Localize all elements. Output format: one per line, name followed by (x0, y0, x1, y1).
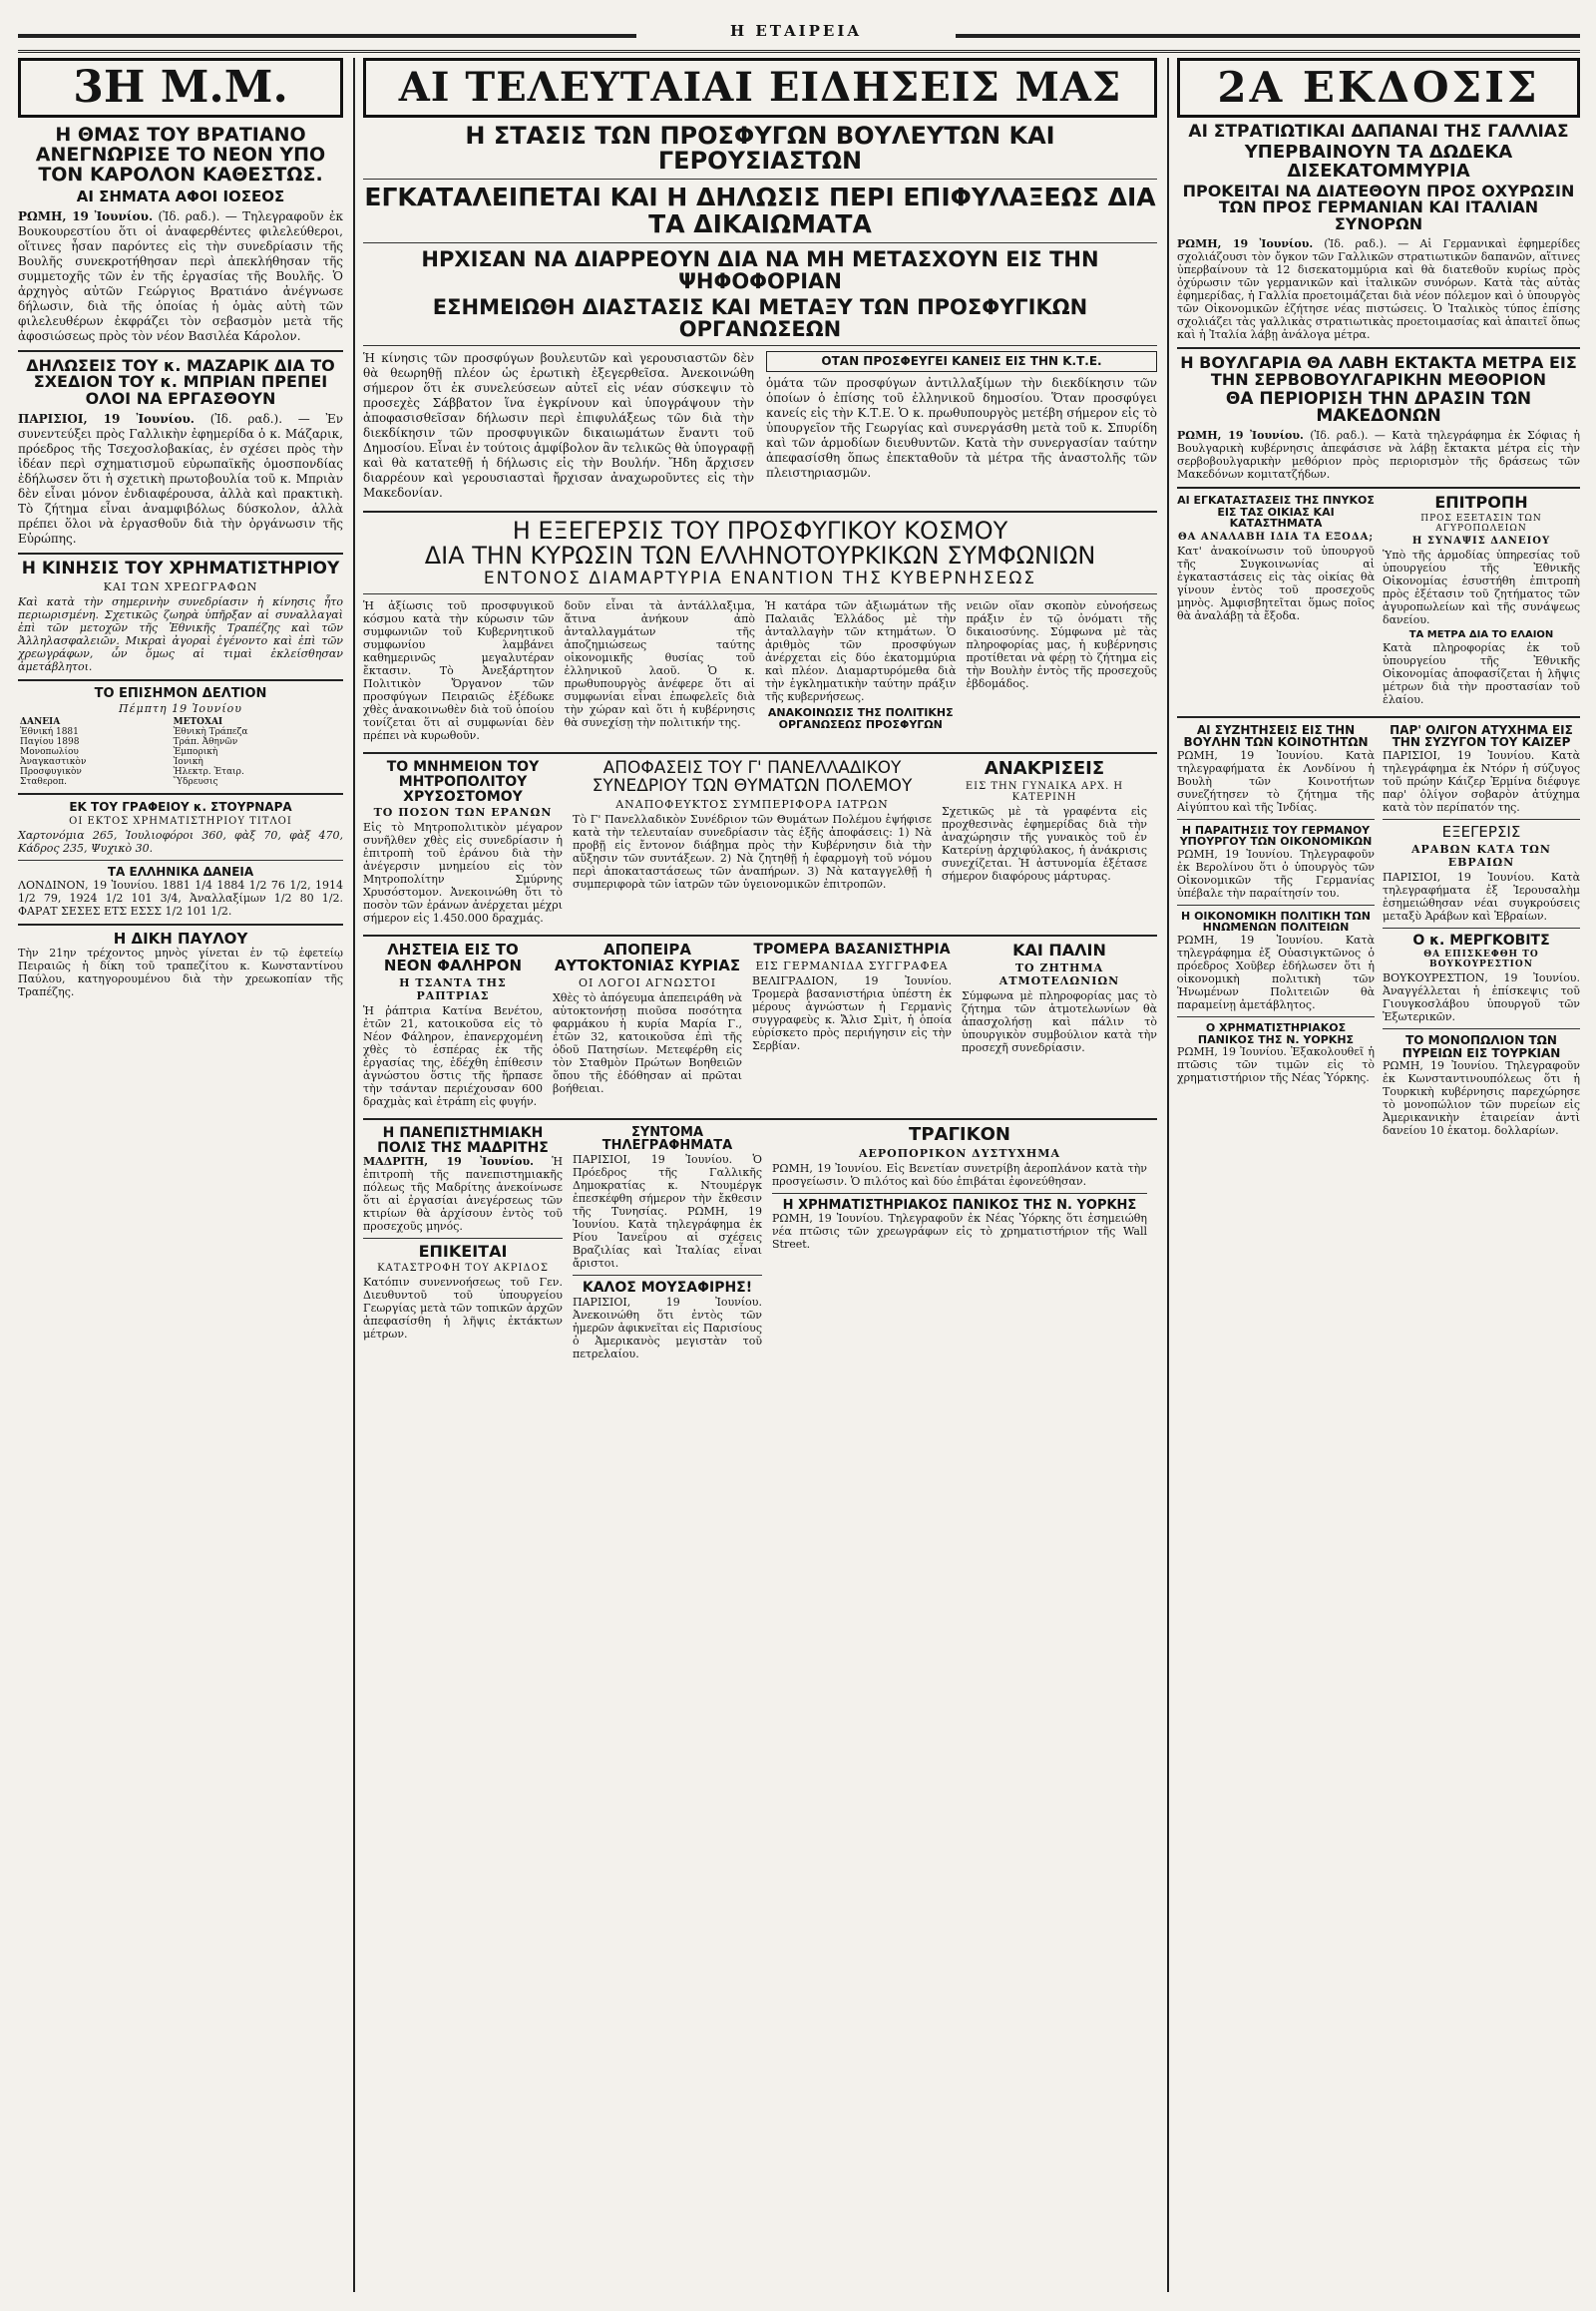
subheadline: ΘΑ ΑΝΑΛΑΒΗ ΙΔΙΑ ΤΑ ΕΞΟΔΑ; (1177, 531, 1375, 543)
article-body: ΡΩΜΗ, 19 Ἰουνίου. Κατὰ τηλεγράφημα ἐξ Οὐασιγκτῶνος ὁ πρόεδρος Χοῦβερ ἐδήλωσεν ὅτι ἡ οἰκονομικὴ πολιτικὴ τῶν Ἡνωμένων Πολιτειῶν θὰ παραμείνῃ ἀμετάβλητος. (1177, 933, 1375, 1011)
lead-story-refugees (363, 124, 1157, 505)
story-bulgaria (1177, 355, 1580, 481)
divider (1383, 928, 1580, 929)
headline: Η ΕΞΕΓΕΡΣΙΣ ΤΟΥ ΠΡΟΣΦΥΓΙΚΟΥ ΚΟΣΜΟΥ (512, 517, 1008, 546)
subheadline: ΟΙ ΛΟΓΟΙ ΑΓΝΩΣΤΟΙ (578, 975, 717, 989)
subheadline: ΟΙ ΕΚΤΟΣ ΧΡΗΜΑΤΙΣΤΗΡΙΟΥ ΤΙΤΛΟΙ (69, 816, 292, 828)
quotes-cell: Μονοπωλίου (20, 747, 79, 758)
divider (363, 935, 1157, 937)
article-body: Σχετικῶς μὲ τὰ γραφέντα εἰς προχθεσινὰς ἐφημερίδας διὰ τὴν ἀναχώρησιν τῆς γυναικὸς τοῦ ἐν Κατερίνῃ ἀρχιφύλακος, ἡ ἀνάκρισις συνεχίζεται. Ἡ ἀστυνομία ἐξέτασε σήμερον διαφόρους μάρτυρας. (942, 805, 1147, 884)
headline: ΤΡΑΓΙΚΟΝ (909, 1123, 1010, 1145)
article-body: Ἡ ἀξίωσις τοῦ προσφυγικοῦ κόσμου κατὰ τὴν κύρωσιν τῶν συμφωνιῶν τοῦ Κυβερνητικοῦ συμφωνίου λαμβάνει καθημερινῶς μεγαλυτέραν ἔκτασιν. Τὸ Ἀνεξάρτητον Πολιτικὸν Ὄργανον τῶν προσφύγων Πειραιῶς ἐξέδωκε χθὲς ἀνακοινωθὲν διὰ τοῦ ὁποίου τονίζεται ὅτι αἱ συμφωνίαι δὲν πρέπει νὰ κυρωθοῦν. (363, 599, 555, 743)
top-rule-right (956, 34, 1580, 38)
subheadline: ΤΟ ΠΟΣΟΝ ΤΩΝ ΕΡΑΝΩΝ (373, 806, 553, 820)
story-tragic-crash (772, 1123, 1147, 1188)
right-column (1177, 58, 1580, 1141)
headline: ΤΟ ΜΝΗΜΕΙΟΝ ΤΟΥ ΜΗΤΡΟΠΟΛΙΤΟΥ ΧΡΥΣΟΣΤΟΜΟΥ (386, 759, 540, 805)
story-german-minister (1177, 825, 1375, 900)
boxed-subheadline: ΟΤΑΝ ΠΡΟΣΦΕΥΓΕΙ ΚΑΝΕΙΣ ΕΙΣ ΤΗΝ Κ.Τ.Ε. (766, 351, 1157, 372)
story-imminent (363, 1244, 563, 1341)
dateline: ΡΩΜΗ, 19 Ἰουνίου. (18, 208, 154, 223)
story-stournaras (18, 801, 343, 855)
article-body: ΡΩΜΗ, 19 Ἰουνίου. Τηλεγραφοῦν ἐκ Κωνσταντινουπόλεως ὅτι ἡ Τουρκικὴ κυβέρνησις παρεχώρησε τὸ μονοπώλιον τῶν πυρείων εἰς Ἀμερικανικὴν ἑταιρείαν ἀντὶ δανείου 10 ἑκατομ. δολλαρίων. (1383, 1059, 1580, 1138)
bulletin-date: Πέμπτη 19 Ἰουνίου (119, 702, 242, 716)
divider (363, 1118, 1157, 1120)
row-three (363, 760, 1157, 929)
row-five (363, 1123, 1157, 1364)
article-body: Ἡ κίνησις τῶν προσφύγων βουλευτῶν καὶ γερουσιαστῶν δὲν θὰ θεωρηθῇ πλέον ὡς ἐρωτικὴ ἐξεγερθεῖσα. Ἀνεκοινώθη σήμερον ὅτι ἐκ συνελεύσεων αὐτεῖ εἰς νέαν σύσκεψιν τὸ προσεχὲς Σάββατον ἵνα ἐγκρίνουν καὶ ὑπογράψουν τὴν ἀποφασισθεῖσαν δήλωσιν περὶ ἐπιφυλάξεως τῶν διὰ τὴν διεκδίκησιν τῶν προσφυγικῶν δικαιωμάτων ἔναντι τοῦ Δημοσίου. Εἶναι ἐν τούτοις ἀμφίβολον ἂν τελικῶς θὰ ὑπογραφῇ καὶ θὰ κατατεθῇ ἡ δήλωσις εἰς τὴν Βουλήν. Ἤδη ἄρχισεν διαρρέουν καὶ γερουσιασταὶ ἤρχισαν ἀναχωροῦντες εἰς τὴν Μακεδονίαν. (363, 351, 754, 501)
story-guest (573, 1281, 762, 1360)
headline: ΚΑΙ ΠΑΛΙΝ (1012, 941, 1106, 961)
story-stock-exchange (18, 558, 343, 673)
headline: ΚΑΛΟΣ ΜΟΥΣΑΦΙΡΗΣ! (582, 1280, 753, 1297)
story-pavlou-trial (18, 929, 343, 999)
subheadline: ΠΡΟΣ ΕΞΕΤΑΣΙΝ ΤΩΝ ΑΓΥΡΟΠΩΛΕΙΩΝ (1420, 514, 1542, 535)
quotes-row (18, 747, 343, 757)
second-edition-masthead: 2Α ΕΚΔΟΣΙΣ (1177, 58, 1580, 118)
headline: ΕΝΤΟΝΟΣ ΔΙΑΜΑΡΤΥΡΙΑ ΕΝΑΝΤΙΟΝ ΤΗΣ ΚΥΒΕΡΝΗΣΕΩΣ (483, 569, 1037, 589)
divider (573, 1275, 762, 1276)
quotes-row (18, 737, 343, 747)
subheadline: ΚΑΤΑΣΤΡΟΦΗ ΤΟΥ ΑΚΡΙΔΟΣ (377, 1263, 549, 1275)
article-body: ΡΩΜΗ, 19 Ἰουνίου. Εἰς Βενετίαν συνετρίβη ἀεροπλάνον κατὰ τὴν προσγείωσιν. Ὁ πιλότος καὶ δύο ἐπιβάται ἐφονεύθησαν. (772, 1161, 1147, 1188)
headline: ΕΠΙΚΕΙΤΑΙ (418, 1242, 508, 1262)
story-suicide-attempt (553, 943, 742, 1112)
divider (363, 179, 1157, 180)
article-body: ΡΩΜΗ, 19 Ἰουνίου. Κατὰ τηλεγραφήματα ἐκ Λονδίνου ἡ Βουλὴ τῶν Κοινοτήτων συνεζήτησεν τὸ ζήτημα τῆς Αἰγύπτου καὶ τῆς Ἰνδίας. (1177, 748, 1375, 814)
headline: ΠΑΡ' ΟΛΙΓΟΝ ΑΤΥΧΗΜΑ ΕΙΣ ΤΗΝ ΣΥΖΥΓΟΝ ΤΟΥ ΚΑΙΖΕΡ (1390, 722, 1573, 750)
top-rule-left (18, 34, 636, 38)
divider (18, 860, 343, 861)
headline: ΣΥΝΤΟΜΑ ΤΗΛΕΓΡΑΦΗΜΑΤΑ (601, 1124, 733, 1154)
story-bratianu (18, 126, 343, 344)
story-french-military (1177, 124, 1580, 341)
headline: ΥΠΕΡΒΑΙΝΟΥΝ ΤΑ ΔΩΔΕΚΑ ΔΙΣΕΚΑΤΟΜΜΥΡΙΑ (1244, 141, 1513, 182)
article-body: Τὸ Γ' Πανελλαδικὸν Συνέδριον τῶν Θυμάτων Πολέμου ἐψήφισε κατὰ τὴν τελευταίαν συνεδρίασιν τὰς ἑξῆς ἀποφάσεις: 1) Νὰ προβῇ εἰς ἔντονον διάβημα πρὸς τὴν Κυβέρνησιν διὰ τὴν αὔξησιν τῶν συντάξεων. 2) Νὰ ζητηθῇ ἡ ἐφαρμογὴ τοῦ νόμου περὶ ἀποκαταστάσεως τῶν ἀναπήρων. 3) Νὰ καταγγελθῇ ἡ συμπεριφορὰ τῶν ἰατρῶν τῶν ὑγειονομικῶν ἐπιτροπῶν. (573, 812, 932, 891)
article-body: Ἡ ἐπιτροπὴ τῆς πανεπιστημιακῆς πόλεως τῆς Μαδρίτης ἀνεκοίνωσε ὅτι αἱ ἐργασίαι ἀνεγέρσεως τῶν κτιρίων θὰ ἀρχίσουν ἐντὸς τοῦ προσεχοῦς μηνός. (363, 1155, 564, 1234)
headline: Η ΘΜΑΣ ΤΟΥ ΒΡΑΤΙΑΝΟ ΑΝΕΓΝΩΡΙΣΕ ΤΟ ΝΕΟΝ ΥΠΟ ΤΟΝ ΚΑΡΟΛΟΝ ΚΑΘΕΣΤΩΣ. (35, 124, 326, 186)
divider (18, 793, 343, 795)
quotes-cell: Ἡλεκτρ. Ἑταιρ. (173, 767, 244, 778)
headline: ΔΗΛΩΣΕΙΣ ΤΟΥ κ. ΜΑΖΑΡΙΚ ΔΙΑ ΤΟ ΣΧΕΔΙΟΝ ΤΟΥ κ. ΜΠΡΙΑΝ ΠΡΕΠΕΙ ΟΛΟΙ ΝΑ ΕΡΓΑΣΘΟΥΝ (26, 355, 335, 409)
article-body: ΠΑΡΙΣΙΟΙ, 19 Ἰουνίου. Κατὰ τηλεγραφήματα ἐξ Ἱερουσαλὴμ ἐσημειώθησαν νέαι συγκρούσεις μεταξὺ Ἀράβων καὶ Ἑβραίων. (1383, 870, 1580, 923)
headline: ΑΙ ΣΤΡΑΤΙΩΤΙΚΑΙ ΔΑΠΑΝΑΙ ΤΗΣ ΓΑΛΛΙΑΣ (1188, 122, 1569, 142)
page-top-rule (18, 22, 1580, 53)
headline: ΑΝΑΚΡΙΣΕΙΣ (984, 758, 1105, 780)
article-body: Τὴν 21ην τρέχοντος μηνὸς γίνεται ἐν τῷ ἐφετείῳ Πειραιῶς ἡ δίκη τοῦ τραπεζίτου κ. Κωνσταντίνου Παύλου, κατηγορουμένου διὰ τὴν χρεωκοπίαν τῆς Τραπέζης. (18, 947, 343, 999)
story-war-victims (573, 760, 932, 929)
headline: ΘΑ ΠΕΡΙΟΡΙΣΗ ΤΗΝ ΔΡΑΣΙΝ ΤΩΝ ΜΑΚΕΔΟΝΩΝ (1225, 388, 1532, 427)
article-body: (Ἰδ. ραδ.). — Ἐν συνεντεύξει πρὸς Γαλλικὴν ἐφημερίδα ὁ κ. Μάζαρικ, πρόεδρος τῆς Τσεχοσλοβακίας, ἐν σχέσει πρὸς τὴν ἰδέαν περὶ σχηματισμοῦ εὐρωπαϊκῆς ὁμοσπονδίας ἐδήλωσεν ὅτι ἡ σχετικὴ πρωτοβουλία τοῦ κ. Μπριὰν δὲν εἶναι μόνον ἐνδιαφέρουσα, ἀλλὰ καὶ πρακτικὴ. Τὸ ζήτημα εἶναι ἀναμφιβόλως δύσκολον, ἀλλὰ πρέπει ὅλοι νὰ ἐργασθοῦν διὰ τὴν ὀργάνωσιν τῆς Εὐρώπης. (18, 411, 343, 546)
divider (1177, 819, 1375, 820)
quotes-cell: Ἀναγκαστικὸν (20, 757, 87, 768)
article-body: Κατόπιν συνεννοήσεως τοῦ Γεν. Διευθυντοῦ τοῦ ὑπουργείου Γεωργίας μετὰ τῶν τοπικῶν ἀρχῶν ἀπεφασίσθη ἡ λῆψις ἐκτάκτων μέτρων. (363, 1276, 563, 1342)
headline: ΕΣΗΜΕΙΩΘΗ ΔΙΑΣΤΑΣΙΣ ΚΑΙ ΜΕΤΑΞΥ ΤΩΝ ΠΡΟΣΦΥΓΙΚΩΝ ΟΡΓΑΝΩΣΕΩΝ (432, 294, 1088, 342)
edition-masthead: 3Η Μ.Μ. (18, 58, 343, 118)
quotes-cell: Τράπ. Ἀθηνῶν (173, 737, 238, 748)
article-body: Σύμφωνα μὲ πληροφορίας μας τὸ ζήτημα τῶν ἀτμοτελωνίων θὰ ἀπασχολήσῃ καὶ πάλιν τὸ ὑπουργικὸν συμβούλιον κατὰ τὴν προσεχῆ συνεδρίασιν. (962, 989, 1157, 1055)
page-marker: Η ΕΤΑΙΡΕΙΑ (729, 22, 862, 40)
subheadline: ΑΝΑΠΟΦΕΥΚΤΟΣ ΣΥΜΠΕΡΙΦΟΡΑ ΙΑΤΡΩΝ (615, 797, 889, 811)
dateline: ΡΩΜΗ, 19 Ἰουνίου. (1177, 429, 1304, 443)
subheadline: ΑΡΑΒΩΝ ΚΑΤΑ ΤΩΝ ΕΒΡΑΙΩΝ (1411, 842, 1551, 869)
left-column (18, 58, 343, 1002)
headline: Ο ΧΡΗΜΑΤΙΣΤΗΡΙΑΚΟΣ ΠΑΝΙΚΟΣ ΤΗΣ Ν. ΥΟΡΚΗΣ (1197, 1020, 1355, 1046)
headline: Ο κ. ΜΕΡΓΚΟΒΙΤΣ (1412, 932, 1550, 949)
subheadline: ΑΝΑΚΟΙΝΩΣΙΣ ΤΗΣ ΠΟΛΙΤΙΚΗΣ ΟΡΓΑΝΩΣΕΩΣ ΠΡΟΣΦΥΓΩΝ (767, 706, 954, 731)
story-abuse (752, 943, 952, 1112)
headline: ΕΚ ΤΟΥ ΓΡΑΦΕΙΟΥ κ. ΣΤΟΥΡΝΑΡΑ (69, 800, 292, 815)
quotes-table (18, 717, 343, 787)
official-bulletin (18, 687, 343, 788)
story-pnyx (1177, 495, 1375, 709)
subheadline: ΘΑ ΕΠΙΣΚΕΦΘΗ ΤΟ ΒΟΥΚΟΥΡΕΣΤΙΟΝ (1423, 950, 1539, 970)
subheadline: Η ΣΥΝΑΨΙΣ ΔΑΝΕΙΟΥ (1411, 536, 1551, 548)
story-us-economy (1177, 911, 1375, 1011)
divider (363, 752, 1157, 754)
article-body: ΒΕΛΙΓΡΑΔΙΟΝ, 19 Ἰουνίου. Τρομερὰ βασανιστήρια ὑπέστη ἐκ μέρους ἀγνώστων ἡ Γερμανὶς συγγραφεὺς κ. Ἄλισ Σμὶτ, ἡ ὁποία εὑρίσκετο πρὸς περιήγησιν εἰς τὴν Σερβίαν. (752, 974, 952, 1053)
article-body: ΛΟΝΔΙΝΟΝ, 19 Ἰουνίου. 1881 1/4 1884 1/2 76 1/2, 1914 1/2 79, 1924 1/2 101 3/4, Ἀναλλαξίμων 1/2 80 1/2. ΦΑΡΑΤ ΣΕΣΕΣ ΕΤΣ ΕΣΣΣ 1/2 101 1/2. (18, 878, 343, 918)
headline: ΕΞΕΓΕΡΣΙΣ (1441, 822, 1521, 841)
article-body: ΒΟΥΚΟΥΡΕΣΤΙΟΝ, 19 Ἰουνίου. Ἀναγγέλλεται ἡ ἐπίσκεψις τοῦ Γιουγκοσλάβου ὑπουργοῦ τῶν Ἐξωτερικῶν. (1383, 971, 1580, 1024)
article-body: ΠΑΡΙΣΙΟΙ, 19 Ἰουνίου. Ὁ Πρόεδρος τῆς Γαλλικῆς Δημοκρατίας κ. Ντουμέργκ ἐπεσκέφθη σήμερον τὴν ἔκθεσιν τῆς Τυνησίας. ΡΩΜΗ, 19 Ἰουνίου. Κατὰ τηλεγράφημα ἐκ Ρίου Ἰανεΐρου αἱ σχέσεις Βραζιλίας καὶ Ἰταλίας εἶναι ἄριστοι. (573, 1153, 762, 1271)
divider (1383, 819, 1580, 820)
quotes-cell: Ἰονικὴ (173, 757, 203, 768)
story-robbery (363, 943, 543, 1112)
headline: Η ΔΙΚΗ ΠΑΥΛΟΥ (113, 929, 248, 948)
article-body: Ὑπὸ τῆς ἁρμοδίας ὑπηρεσίας τοῦ ὑπουργείου τῆς Ἐθνικῆς Οἰκονομίας ἐσυστήθη ἐπιτροπὴ πρὸς ἐξέτασιν τοῦ ζητήματος τῶν ἀγυροπωλείων καὶ τῆς συνάψεως δανείου. (1383, 549, 1580, 627)
headline: Η ΧΡΗΜΑΤΙΣΤΗΡΙΑΚΟΣ ΠΑΝΙΚΟΣ ΤΗΣ Ν. ΥΟΡΚΗΣ (782, 1197, 1137, 1213)
column-rule (1167, 58, 1169, 2292)
article-body: νειῶν οἵαν σκοπὸν εὐνοήσεως πράξιν ἐν τῷ ὀνόματι τῆς δικαιοσύνης. Σύμφωνα μὲ τὰς πληροφορίας μας, ἡ κυβέρνησις προτίθεται νὰ φέρῃ τὸ ζήτημα εἰς τὴν Βουλὴν ἐντὸς τῆς προσεχοῦς ἑβδομάδος. (966, 599, 1157, 691)
article-body: δοῦν εἶναι τὰ ἀντάλλαξιμα, ἅτινα ἀνήκουν ἀπὸ ἀνταλλαγμάτων τῆς ἀποζημιώσεως ταύτης οἰκονομικῆς θυσίας τοῦ ἐλληνικοῦ λαοῦ. Ὁ κ. πρωθυπουργὸς ἀνέφερε ὅτι αἱ συμφωνίαι εἶναι ἐπωφελεῖς διὰ τὴν χώραν καὶ ὅτι ἡ κυβέρνησις θὰ συνεχίσῃ τὴν πολιτικήν της. (564, 599, 755, 730)
article-body: ΠΑΡΙΣΙΟΙ, 19 Ἰουνίου. Κατὰ τηλεγράφημα ἐκ Ντόρν ἡ σύζυγος τοῦ πρώην Κάιζερ Ἑρμίνα διέφυγε παρ' ὀλίγον σοβαρὸν ἀτύχημα κατὰ τὸν περίπατόν της. (1383, 748, 1580, 814)
divider (18, 679, 343, 681)
divider (1383, 1028, 1580, 1029)
headline: ΕΓΚΑΤΑΛΕΙΠΕΤΑΙ ΚΑΙ Η ΔΗΛΩΣΙΣ ΠΕΡΙ ΕΠΙΦΥΛΑΞΕΩΣ ΔΙΑ ΤΑ ΔΙΚΑΙΩΜΑΤΑ (364, 183, 1156, 238)
headline: ΗΡΧΙΣΑΝ ΝΑ ΔΙΑΡΡΕΟΥΝ ΔΙΑ ΝΑ ΜΗ ΜΕΤΑΣΧΟΥΝ ΕΙΣ ΤΗΝ ΨΗΦΟΦΟΡΙΑΝ (421, 246, 1099, 293)
dateline: ΠΑΡΙΣΙΟΙ, 19 Ἰουνίου. (18, 411, 195, 426)
headline: Η ΟΙΚΟΝΟΜΙΚΗ ΠΟΛΙΤΙΚΗ ΤΩΝ ΗΝΩΜΕΝΩΝ ΠΟΛΙΤΕΙΩΝ (1181, 909, 1371, 935)
center-section (363, 58, 1157, 1364)
quotes-cell: Ἐθνικὴ Τράπεζα (173, 727, 248, 738)
quotes-row (18, 777, 343, 787)
article-body: Κατ' ἀνακοίνωσιν τοῦ ὑπουργοῦ τῆς Συγκοινωνίας αἱ ἐγκαταστάσεις εἰς τὰς οἰκίας θὰ γίνουν ἐντὸς τοῦ προσεχοῦς μηνὸς. Ἀμφισβητεῖται ὅμως ποῖος θὰ ἀναλάβῃ τὰ ἔξοδα. (1177, 544, 1375, 622)
article-body: Καὶ κατὰ τὴν σημερινὴν συνεδρίασιν ἡ κίνησις ἦτο περιωρισμένη. Σχετικῶς ζωηρὰ ὑπῆρξαν αἱ συναλλαγαὶ ἐπὶ τῶν μετοχῶν τῆς Ἐθνικῆς Τραπέζης καὶ τῶν Ἀλληλασφαλειῶν. Μικραὶ ἀγοραὶ ἐγένοντο καὶ ἐπὶ τῶν χρεωγράφων, ὧν ὅμως αἱ τιμαὶ ἐκλείσθησαν ἀμετάβλητοι. (18, 594, 343, 673)
article-body: Εἰς τὸ Μητροπολιτικὸν μέγαρον συνῆλθεν χθὲς εἰς συνεδρίασιν ἡ ἐπιτροπὴ τοῦ ἐράνου διὰ τὴν ἀνέγερσιν μνημείου εἰς τὸν Μητροπολίτην Σμύρνης Χρυσόστομον. Ἀνεκοινώθη ὅτι τὸ ποσὸν τῶν ἐράνων ἀνέρχεται μέχρι σήμερον εἰς 1.450.000 δραχμάς. (363, 821, 563, 926)
divider (1177, 347, 1580, 349)
article-body: (Ἰδ. ραδ.). — Αἱ Γερμανικαὶ ἐφημερίδες σχολιάζουσι τὸν ὄγκον τῶν Γαλλικῶν στρατιωτικῶν δαπανῶν, αἵτινες ὑπερβαίνουν τὰ 12 δισεκατομμύρια καὶ θὰ διατεθοῦν κυρίως πρὸς ὀχύρωσιν τῶν γερμανικῶν καὶ ἰταλικῶν συνόρων. Κατὰ τὰς αὐτὰς ἐφημερίδας, ἡ Γαλλία προετοιμάζεται διὰ νέον πόλεμον καὶ ὁ ὑπουργὸς τῶν Οἰκονομικῶν ἐζήτησε νέας πιστώσεις. Ὁ Ἰταλικὸς τύπος ἐπίσης σχολιάζει τὰς γαλλικὰς στρατιωτικὰς προετοιμασίας καὶ ἀπαιτεῖ ὅπως καὶ ἡ Ἰταλία λάβῃ ἀνάλογα μέτρα. (1177, 237, 1581, 342)
headline: ΠΡΟΚΕΙΤΑΙ ΝΑ ΔΙΑΤΕΘΟΥΝ ΠΡΟΣ ΟΧΥΡΩΣΙΝ ΤΩΝ ΠΡΟΣ ΓΕΡΜΑΝΙΑΝ ΚΑΙ ΙΤΑΛΙΑΝ ΣΥΝΟΡΩΝ (1182, 181, 1575, 234)
headline: ΤΟ ΜΟΝΟΠΩΛΙΟΝ ΤΩΝ ΠΥΡΕΙΩΝ ΕΙΣ ΤΟΥΡΚΙΑΝ (1401, 1033, 1561, 1060)
newspaper-page (18, 22, 1580, 2296)
divider (1177, 1016, 1375, 1017)
subheadline: ΕΙΣ ΓΕΡΜΑΝΙΔΑ ΣΥΓΓΡΑΦΕΑ (755, 960, 949, 973)
subheadline: ΕΙΣ ΤΗΝ ΓΥΝΑΙΚΑ ΑΡΧ. Η ΚΑΤΕΡΙΝΗ (965, 781, 1124, 804)
article-body: Ἡ ῥάπτρια Κατίνα Βενέτου, ἐτῶν 21, κατοικοῦσα εἰς τὸ Νέον Φάληρον, ἐπανερχομένη χθὲς τὸ ἑσπέρας ἐκ τῆς ἐργασίας της, ἐδέχθη ἐπίθεσιν ἀγνώστου ὅστις τῆς ἥρπασε τὴν τσάνταν περιέχουσαν 600 δραχμὰς καὶ ἐτράπη εἰς φυγήν. (363, 1003, 543, 1108)
subheadline: ΤΑ ΜΕΤΡΑ ΔΙΑ ΤΟ ΕΛΑΙΟΝ (1408, 629, 1554, 641)
article-body: ὁμάτα τῶν προσφύγων ἀντιλλαξίμων τὴν διεκδίκησιν τῶν ὁποίων ὁ ἐπίσης τοῦ ἐλληνικοῦ δημοσίου. Ὅταν προσφύγει κανείς εἰς τὴν Κ.Τ.Ε. Ὁ κ. πρωθυπουργὸς μετέβη σήμερον εἰς τὸ ὑπουργεῖον τῆς Γεωργίας καὶ συνεργάσθη μετὰ τοῦ κ. Σπυρίδη καὶ τῶν ἁρμοδίων διευθυντῶν. Κατὰ τὴν συνεργασίαν ταύτην ἀπεφασίσθη ὅπως ἐπεκταθοῦν τὰ μέτρα τῆς ἀναστολῆς τῶν πλειστηριασμῶν. (766, 375, 1157, 480)
subheadline: ΚΑΙ ΤΩΝ ΧΡΕΩΓΡΑΦΩΝ (103, 579, 258, 593)
story-committee (1383, 495, 1580, 709)
divider (772, 1193, 1147, 1194)
story-masaryk (18, 355, 343, 547)
subheadline: ΑΕΡΟΠΟΡΙΚΟΝ ΔΥΣΤΥΧΗΜΑ (858, 1146, 1061, 1160)
headline: ΤΡΟΜΕΡΑ ΒΑΣΑΝΙΣΤΗΡΙΑ (753, 942, 951, 959)
headline: ΑΙ ΕΓΚΑΤΑΣΤΑΣΕΙΣ ΤΗΣ ΠΝΥΚΟΣ ΕΙΣ ΤΑΣ ΟΙΚΙΑΣ ΚΑΙ ΚΑΤΑΣΤΗΜΑΤΑ (1177, 494, 1375, 531)
story-inquiry (942, 760, 1147, 929)
quotes-row (18, 717, 343, 727)
subheadline: ΑΙ ΣΗΜΑΤΑ ΑΦΟΙ ΙΟΣΕΟΣ (76, 187, 285, 205)
column-rule (353, 58, 355, 2292)
divider (1177, 487, 1580, 489)
subheadline: Η ΤΣΑΝΤΑ ΤΗΣ ΡΑΠΤΡΙΑΣ (399, 975, 507, 1002)
quotes-cell: Παγίου 1898 (20, 737, 80, 748)
story-ny-panic-short (772, 1199, 1147, 1252)
quotes-cell: Ἐμπορικὴ (173, 747, 218, 758)
article-body: Χαρτονόμια 265, Ἰουλιοφόροι 360, φὰξ 70, φὰξ 470, Κάδρος 235, Ψυχικὸ 30. (18, 829, 343, 856)
subheadline: ΤΟ ΖΗΤΗΜΑ ΑΤΜΟΤΕΛΩΝΙΩΝ (998, 962, 1120, 988)
divider (363, 242, 1157, 243)
headline: Η ΚΙΝΗΣΙΣ ΤΟΥ ΧΡΗΜΑΤΙΣΤΗΡΙΟΥ (21, 558, 340, 578)
headline: ΑΙ ΣΥΖΗΤΗΣΕΙΣ ΕΙΣ ΤΗΝ ΒΟΥΛΗΝ ΤΩΝ ΚΟΙΝΟΤΗΤΩΝ (1183, 722, 1369, 750)
divider (1177, 905, 1375, 906)
divider (363, 1238, 563, 1239)
story-monument (363, 760, 563, 929)
article-body: Χθὲς τὸ ἀπόγευμα ἀπεπειράθη νὰ αὐτοκτονήσῃ πιοῦσα ποσότητα φαρμάκου ἡ κυρία Μαρία Γ., ἐτῶν 32, κατοικοῦσα ἐπὶ τῆς ὁδοῦ Πατησίων. Μετεφέρθη εἰς τὸν Σταθμὸν Πρώτων Βοηθειῶν ὅπου τῆς ἐδόθησαν αἱ πρῶται βοήθειαι. (553, 990, 742, 1095)
headline: Η ΠΑΝΕΠΙΣΤΗΜΙΑΚΗ ΠΟΛΙΣ ΤΗΣ ΜΑΔΡΙΤΗΣ (377, 1124, 549, 1156)
headline: Η ΣΤΑΣΙΣ ΤΩΝ ΠΡΟΣΦΥΓΩΝ ΒΟΥΛΕΥΤΩΝ ΚΑΙ ΓΕΡΟΥΣΙΑΣΤΩΝ (465, 122, 1055, 176)
divider (363, 593, 1157, 594)
divider (18, 924, 343, 926)
story-madrid-university (363, 1126, 563, 1233)
story-commons (1177, 724, 1375, 814)
story-ny-panic (1177, 1022, 1375, 1084)
headline: ΔΙΑ ΤΗΝ ΚΥΡΩΣΙΝ ΤΩΝ ΕΛΛΗΝΟΤΟΥΡΚΙΚΩΝ ΣΥΜΦΩΝΙΩΝ (424, 542, 1096, 571)
quotes-row (18, 727, 343, 737)
divider (1177, 716, 1580, 718)
story-kaiser (1383, 724, 1580, 814)
dateline: ΡΩΜΗ, 19 Ἰουνίου. (1177, 237, 1314, 251)
quotes-row (18, 767, 343, 777)
article-body: ΠΑΡΙΣΙΟΙ, 19 Ἰουνίου. Ἀνεκοινώθη ὅτι ἐντὸς τῶν ἡμερῶν ἀφικνεῖται εἰς Παρισίους ὁ Ἀμερικανὸς μεγιστὰν τοῦ πετρελαίου. (573, 1295, 762, 1360)
article-body: ΡΩΜΗ, 19 Ἰουνίου. Τηλεγραφοῦν ἐκ Νέας Ὑόρκης ὅτι ἐσημειώθη νέα πτῶσις τῶν χρεωγράφων εἰς τὸ χρηματιστήριον τῆς Wall Street. (772, 1212, 1147, 1252)
headline: ΕΠΙΤΡΟΠΗ (1434, 493, 1528, 513)
divider (363, 511, 1157, 513)
latest-news-masthead: ΑΙ ΤΕΛΕΥΤΑΙΑΙ ΕΙΔΗΣΕΙΣ ΜΑΣ (363, 58, 1157, 118)
row-four (363, 943, 1157, 1112)
quotes-row (18, 757, 343, 767)
quotes-cell: Ὕδρευσις (173, 777, 218, 788)
headline: ΑΠΟΦΑΣΕΙΣ ΤΟΥ Γ' ΠΑΝΕΛΛΑΔΙΚΟΥ ΣΥΝΕΔΡΙΟΥ ΤΩΝ ΘΥΜΑΤΩΝ ΠΟΛΕΜΟΥ (592, 758, 913, 797)
quotes-cell: ΔΑΝΕΙΑ (20, 717, 61, 728)
divider (18, 553, 343, 555)
headline: ΤΑ ΕΛΛΗΝΙΚΑ ΔΑΝΕΙΑ (107, 865, 254, 880)
headline: Η ΒΟΥΛΓΑΡΙΑ ΘΑ ΛΑΒΗ ΕΚΤΑΚΤΑ ΜΕΤΡΑ ΕΙΣ ΤΗΝ ΣΕΡΒΟΒΟΥΛΓΑΡΙΚΗΝ ΜΕΘΟΡΙΟΝ (1180, 353, 1577, 389)
bulletin-title: ΤΟ ΕΠΙΣΗΜΟΝ ΔΕΛΤΙΟΝ (94, 685, 267, 701)
headline: ΑΠΟΠΕΙΡΑ ΑΥΤΟΚΤΟΝΙΑΣ ΚΥΡΙΑΣ (554, 941, 741, 975)
quotes-cell: Ἐθνική 1881 (20, 727, 79, 738)
story-merkovits (1383, 934, 1580, 1024)
article-body: (Ἰδ. ραδ.). — Τηλεγραφοῦν ἐκ Βουκουρεστίου ὅτι οἱ ἀναφερθέντες φιλελεύθεροι, οἵτινες ἦσαν παρόντες εἰς τὴν συνεδρίασιν τῆς Βουλῆς συνεκροτήθησαν περὶ ἀπεκλήθησαν τῆς συμμετοχῆς τῶν ἐν τῆς ἐργασίας τῆς Βουλῆς. Ὁ ἀρχηγὸς αὐτῶν Γεώργιος Βρατιάνο ἀνέγνωσε δήλωσιν, διὰ τῆς ὁποίας ἡ ὁμὰς αὐτὴ τῶν φιλελευθέρων ἐκφράζει τὸν σεβασμὸν μετὰ τῆς ἀφοσιώσεως πρὸς τὸν νέον Βασιλέα Κάρολον. (18, 208, 343, 343)
divider (363, 345, 1157, 346)
story-greek-loans (18, 866, 343, 918)
story-refugee-uprising (363, 519, 1157, 746)
quotes-cell: Προσφυγικὸν (20, 767, 82, 778)
story-matches-monopoly (1383, 1034, 1580, 1137)
story-revolt (1383, 822, 1580, 923)
quotes-cell: ΜΕΤΟΧΑΙ (173, 717, 223, 728)
divider (18, 350, 343, 352)
story-telegrams (573, 1126, 762, 1270)
article-body: (Ἰδ. ραδ.). — Κατὰ τηλεγράφημα ἐκ Σόφιας ἡ Βουλγαρικὴ κυβέρνησις ἀπεφάσισε νὰ λάβῃ ἔκτακτα μέτρα εἰς τὴν σερβοβουλγαρικὴν μεθόριον πρὸς περιορισμὸν τῆς δράσεως τῶν Μακεδόνων κομιτατζήδων. (1177, 429, 1580, 482)
article-body: ΡΩΜΗ, 19 Ἰουνίου. Ἐξακολουθεῖ ἡ πτῶσις τῶν τιμῶν εἰς τὸ χρηματιστήριον τῆς Νέας Ὑόρκης. (1177, 1045, 1375, 1085)
article-body: Ἡ κατάρα τῶν ἀξιωμάτων τῆς Παλαιᾶς Ἑλλάδος μὲ τὴν ἀνταλλαγὴν τῶν κτημάτων. Ὁ ἀριθμὸς τῶν προσφύγων ἀνέρχεται εἰς δύο ἑκατομμύρια καὶ πλέον. Διαμαρτυρόμεθα διὰ τὴν ἐγκληματικὴν ταύτην πράξιν τῆς κυβερνήσεως. (765, 599, 957, 704)
headline: ΛΗΣΤΕΙΑ ΕΙΣ ΤΟ ΝΕΟΝ ΦΑΛΗΡΟΝ (383, 941, 523, 975)
quotes-cell: Σταθεροπ. (20, 777, 67, 788)
article-body: Κατὰ πληροφορίας ἐκ τοῦ ὑπουργείου τῆς Ἐθνικῆς Οἰκονομίας ἀποφασίζεται ἡ λῆψις μέτρων διὰ τὴν προστασίαν τοῦ ἐλαίου. (1383, 640, 1580, 706)
article-body: ΡΩΜΗ, 19 Ἰουνίου. Τηλεγραφοῦν ἐκ Βερολίνου ὅτι ὁ ὑπουργὸς τῶν Οἰκονομικῶν τῆς Γερμανίας ὑπέβαλε τὴν παραίτησίν του. (1177, 847, 1375, 900)
story-once-more (962, 943, 1157, 1112)
dateline: ΜΑΔΡΙΤΗ, 19 Ἰουνίου. (363, 1155, 534, 1169)
headline: Η ΠΑΡΑΙΤΗΣΙΣ ΤΟΥ ΓΕΡΜΑΝΟΥ ΥΠΟΥΡΓΟΥ ΤΩΝ ΟΙΚΟΝΟΜΙΚΩΝ (1179, 823, 1373, 849)
